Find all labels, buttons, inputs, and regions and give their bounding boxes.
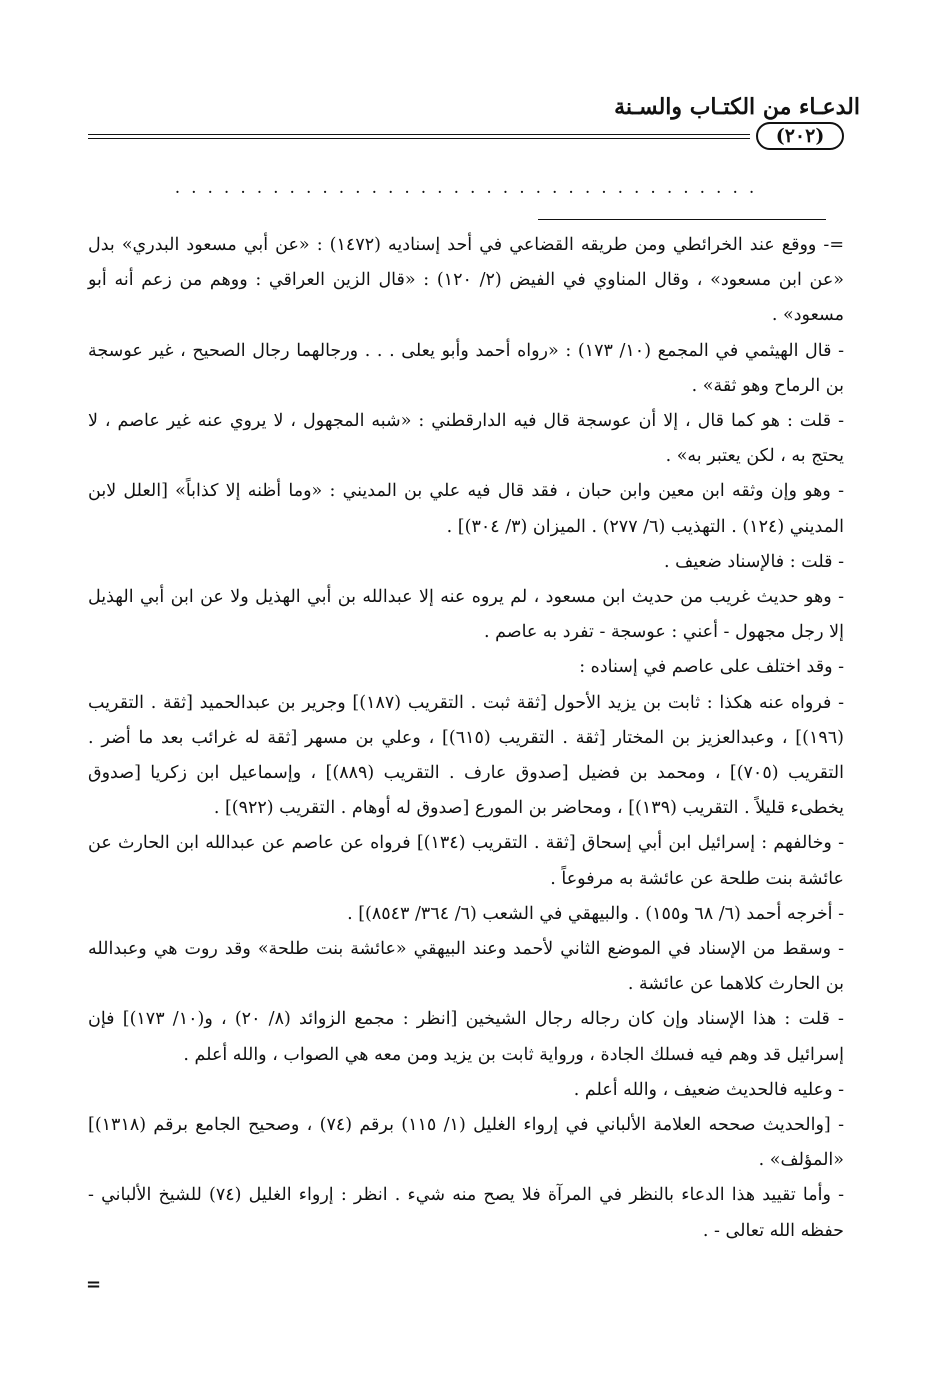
paragraph: - قلت : فالإسناد ضعيف . [664, 551, 844, 572]
paragraph: - قلت : هذا الإسناد وإن كان رجاله رجال الشيخين [انظر : مجمع الزوائد (٨/ ٢٠) ، و(١٠/ ١٧٣)] فإن إسرائيل قد وهم فيه فسلك الجادة ، ورواية ثابت بن يزيد ومن معه هي الصواب ، والله أعلم . [88, 1009, 844, 1065]
dotted-separator: .................................... [174, 178, 766, 198]
paragraph: - أخرجه أحمد (٦/ ٦٨ و١٥٥) . والبيهقي في الشعب (٦/ ٣٦٤/ ٨٥٤٣)] . [347, 903, 844, 924]
header-rule [88, 126, 844, 150]
paragraph: - وقد اختلف على عاصم في إسناده : [579, 657, 844, 678]
paragraph: - وعليه فالحديث ضعيف ، والله أعلم . [573, 1079, 844, 1100]
paragraph: =- ووقع عند الخرائطي ومن طريقه القضاعي في أحد إسناديه (١٤٧٢) : «عن أبي مسعود البدري» بدل «عن ابن مسعود» ، وقال المناوي في الفيض (٢/ ١٢٠) : «قال الزين العراقي : ووهم من زعم أنه أبو مسعود» . [88, 235, 845, 326]
paragraph: - وخالفهم : إسرائيل ابن أبي إسحاق [ثقة . التقريب (١٣٤)] فرواه عن عاصم عن عبدالله ابن الحارث عن عائشة بنت طلحة عن عائشة به مرفوعاً . [88, 833, 844, 889]
paragraph: - وسقط من الإسناد في الموضع الثاني لأحمد وعند البيهقي «عائشة بنت طلحة» وقد روت هي وعبدالله بن الحارث كلاهما عن عائشة . [88, 939, 844, 995]
paragraph: - وهو حديث غريب من حديث ابن مسعود ، لم يروه عنه إلا عبدالله بن أبي الهذيل ولا عن ابن أبي الهذيل إلا رجل مجهول - أعني : عوسجة - تفرد به عاصم . [88, 587, 844, 643]
running-title: الدعـاء من الكتـاب والسـنة [614, 94, 860, 120]
paragraph: - قلت : هو كما قال ، إلا أن عوسجة قال فيه الدارقطني : «شبه المجهول ، لا يروي عنه غير عاصم ، لا يحتج به ، لكن يعتبر به» . [88, 411, 844, 467]
footnote-rule [538, 219, 826, 220]
paragraph: - وهو وإن وثقه ابن معين وابن حبان ، فقد قال فيه علي بن المديني : «وما أظنه إلا كذاباً» [العلل لابن المديني (١٢٤) . التهذيب (٦/ ٢٧٧) . الميزان (٣/ ٣٠٤)] . [88, 481, 844, 537]
paragraph: - وأما تقييد هذا الدعاء بالنظر في المرآة فلا يصح منه شيء . انظر : إرواء الغليل (٧٤) للشيخ الألباني - حفظه الله تعالى - . [88, 1185, 844, 1241]
paragraph: - فرواه عنه هكذا : ثابت بن يزيد الأحول [ثقة ثبت . التقريب (١٨٧)] وجرير بن عبدالحميد [ثقة . التقريب (١٩٦)] ، وعبدالعزيز بن المختار [ثقة . التقريب (٦١٥)] ، وعلي بن مسهر [ثقة له غرائب بعد ما أضر . التقريب (٧٠٥)] ، ومحمد بن فضيل [صدوق عارف . التقريب (٨٨٩)] ، وإسماعيل ابن زكريا [صدوق يخطىء قليلاً . التقريب (١٣٩)] ، ومحاضر بن المورع [صدوق له أوهام . التقريب (٩٢٢)] . [88, 692, 844, 819]
paragraph: - [والحديث صححه العلامة الألباني في إرواء الغليل (١/ ١١٥) برقم (٧٤) ، وصحيح الجامع برقم (١٣١٨)] «المؤلف» . [88, 1115, 844, 1171]
paragraph: - قال الهيثمي في المجمع (١٠/ ١٧٣) : «رواه أحمد وأبو يعلى . . . ورجالهما رجال الصحيح ، غير عوسجة بن الرماح وهو ثقة» . [88, 340, 844, 396]
page-number-badge: (٢٠٢) [756, 122, 844, 150]
double-rule-line [88, 134, 750, 139]
continuation-mark: = [86, 1274, 102, 1295]
footnote-text [88, 228, 844, 1249]
